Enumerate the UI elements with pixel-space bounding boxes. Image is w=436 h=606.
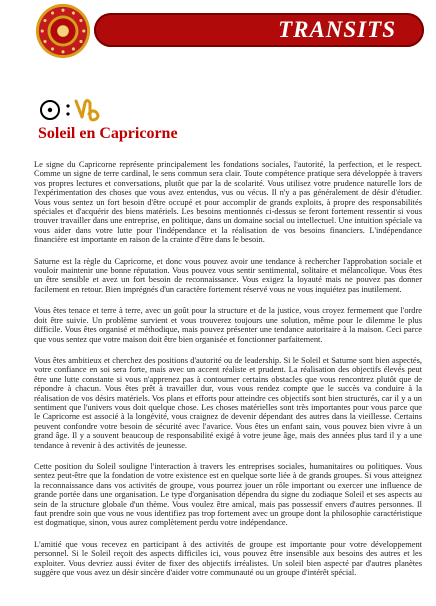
page-header [0, 0, 436, 58]
paragraph: Vous êtes tenace et terre à terre, avec un goût pour la structure et de la justice, vous croyez fermement que l'ordre doit être suivie. Un problème survient et vous trouverez toujours une solution, même pour le dilemme le plus difficile. Vous êtes organisé et méthodique, mais pouvez présenter une tendance autoritaire à la maison. Ceci parce que vous sentez que votre maison doit être bien organisée et fonctionner parfaitement. [34, 306, 422, 344]
separator-colon [66, 104, 69, 115]
paragraph: Saturne est la règle du Capricorne, et donc vous pouvez avoir une tendance à rechercher l'approbation sociale et vouloir maintenir une bonne réputation. Vous pouvez vous sentir sentimental, solitaire et mélancolique. Vous êtes un être sensible et avez un fort besoin de reconnaissance. Vous exigez la loyauté mais ne pouvez pas donner facilement en retour. Bien imprégnés d'un caractère fortement réservé vous ne vous inquiétez pas inutilement. [34, 256, 422, 294]
paragraph: Cette position du Soleil souligne l'interaction à travers les entreprises sociales, humanitaires ou politiques. Vous sentez peut-être que la fondation de votre existence est en quelque sorte liée à de grands groupes. Si vous atteignez la reconnaissance dans vos activités de groupe, vous pourrez jouer un rôle important ou exercer une influence de grande portée dans une organisation. Le type d'organisation dépendra du signe du zodiaque Soleil et ses aspects au sein de la structure globale d'un thème. Vous voulez être amical, mais pas possessif envers d'autres personnes. Il faut prendre soin que vous ne vous identifiez pas trop fortement avec un groupe dont la philosophie caractéristique est dogmatique, sinon, vous aurez complètement perdu votre indépendance. [34, 461, 422, 528]
capricorn-glyph-icon [76, 101, 98, 120]
paragraph: Vous êtes ambitieux et cherchez des positions d'autorité ou de leadership. Si le Soleil et Saturne sont bien aspectés, votre confiance en soi sera forte, mais avec un accent réaliste et prudent. La réalisation des objectifs élevés peut être une lutte constante si vous n'apprenez pas à contourner certains obstacles que vous rencontrez plutôt que de répondre à chacun. Vous êtes prêt à travailler dur, vous vous rendez compte que le succès va conduire à la réalisation de vos désirs matériels. Vos plans et efforts pour atteindre ces objectifs sont bien structurés, car il y a un sentiment que l'univers vous doit quelque chose. Les choses matérielles sont très importantes pour vous parce que le Capricorne est associé à la longévité, vous craignez de devenir dépendant des autres dans la vieillesse. Certains peuvent confondre votre besoin de sécurité avec l'avarice. Vous êtes un enfant sain, vous pouvez bien vivre à un grand âge. Il y a souvent beaucoup de responsabilité exigé à votre jeune âge, mais des années plus tard il y a une tendance à revenir à des activités de jeunesse. [34, 355, 422, 450]
paragraph: Le signe du Capricorne représente principalement les fondations sociales, l'autorité, la perfection, et le respect. Comme un signe de terre cardinal, le sens commun sera clair. Toute compétence pratique sera développée à travers vos propres lectures et conversations, plutôt que par la de scolarité. Vous utilisez votre prudence naturelle lors de l'expérimentation des choses que vous avez entendus, vus ou vécus. Il n'y a pas généralement de désir d'étudier. Vous vous sentez un fort besoin d'être occupé et pour accomplir de grands exploits, à propre des responsabilités spéciales et d'acquérir des biens matériels. Les besoins mentionnés ci-dessus se feront fortement ressentir si vous trouver travailler dans une entreprise, en politique, dans un domaine social ou intellectuel. Une intuition spéciale va vous aider dans votre lutte pour l'indépendance et la réalisation de vos besoins financiers. L'indépendance financière est importante en raison de la crainte d'être dans le besoin. [34, 160, 422, 245]
sun-capricorn-symbols [38, 95, 128, 125]
zodiac-wheel-icon [34, 2, 92, 60]
banner-title: TRANSITS [278, 17, 396, 42]
sign-title: Soleil en Capricorne [38, 125, 178, 142]
title-banner [94, 13, 424, 47]
sun-symbol-icon [41, 101, 59, 119]
interpretation-text [34, 160, 422, 589]
paragraph: L'amitié que vous recevez en participant à des activités de groupe est importante pour votre développement personnel. Si le Soleil reçoit des aspects difficiles ici, vous pouvez être insensible aux besoins des autres et les exploiter. Vous devriez aussi éviter de fixer des objectifs irréalistes. Un soleil bien aspecté par d'autres planètes suggère que vous avez un désir sincère d'aider votre communauté ou un groupe d'intérêt spécial. [34, 539, 422, 578]
